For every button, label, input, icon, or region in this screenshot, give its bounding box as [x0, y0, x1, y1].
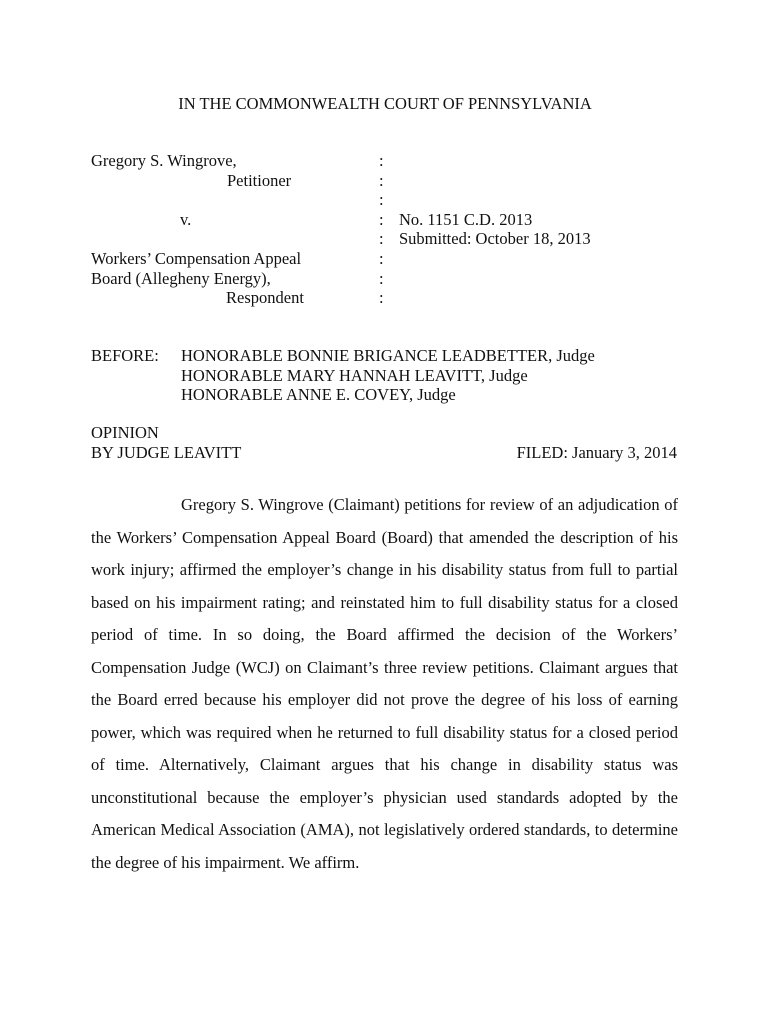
filed-date: FILED: January 3, 2014: [516, 442, 677, 462]
before-label: BEFORE:: [91, 346, 159, 365]
caption-colon: :: [379, 170, 384, 190]
judge-name: HONORABLE BONNIE BRIGANCE LEADBETTER, Judge: [181, 346, 595, 365]
opinion-label: OPINION: [91, 423, 159, 442]
respondent-name-line2: Board (Allegheny Energy),: [91, 268, 271, 288]
opinion-body-paragraph: Gregory S. Wingrove (Claimant) petitions for review of an adjudication of the Workers’ Compensation Appeal Board (Board) that amended the description of his work injury; affirmed the employer’s change in his disability status from full to partial based on his impairment rating; and reinstated him to full disability status for a closed period of time. In so doing, the Board affirmed the decision of the Workers’ Compensation Judge (WCJ) on Claimant’s three review petitions. Claimant argues that the Board erred because his employer did not prove the degree of his loss of earning power, which was required when he returned to full disability status for a closed period of time. Alternatively, Claimant argues that his change in disability status was unconstitutional because the employer’s physician used standards adopted by the American Medical Association (AMA), not legislatively ordered standards, to determine the degree of his impairment. We affirm.: [91, 495, 678, 872]
opinion-heading: [91, 423, 241, 462]
caption-colon: :: [379, 151, 384, 170]
judge-name: HONORABLE MARY HANNAH LEAVITT, Judge: [181, 365, 528, 385]
caption-colon: :: [379, 229, 384, 249]
versus-label: v.: [180, 209, 192, 229]
caption-colon: :: [379, 190, 384, 210]
caption-spacer: [91, 190, 371, 210]
petitioner-name: Gregory S. Wingrove,: [91, 151, 237, 170]
judges-list: [181, 346, 595, 405]
submitted-date: Submitted: October 18, 2013: [399, 229, 591, 249]
court-title: IN THE COMMONWEALTH COURT OF PENNSYLVANIA: [178, 94, 592, 113]
petitioner-role: Petitioner: [227, 170, 292, 190]
caption-colon-column: [379, 151, 391, 308]
judge-name: HONORABLE ANNE E. COVEY, Judge: [181, 385, 456, 405]
caption-spacer: [91, 229, 371, 249]
case-number: No. 1151 C.D. 2013: [399, 209, 533, 229]
caption-colon: :: [379, 209, 384, 229]
case-caption-parties: [91, 151, 371, 308]
caption-colon: :: [379, 288, 384, 308]
respondent-name-line1: Workers’ Compensation Appeal: [91, 248, 302, 268]
caption-colon: :: [379, 248, 384, 268]
respondent-role: Respondent: [226, 288, 304, 308]
opinion-author: BY JUDGE LEAVITT: [91, 442, 242, 462]
case-details: [399, 210, 591, 249]
caption-colon: :: [379, 268, 384, 288]
